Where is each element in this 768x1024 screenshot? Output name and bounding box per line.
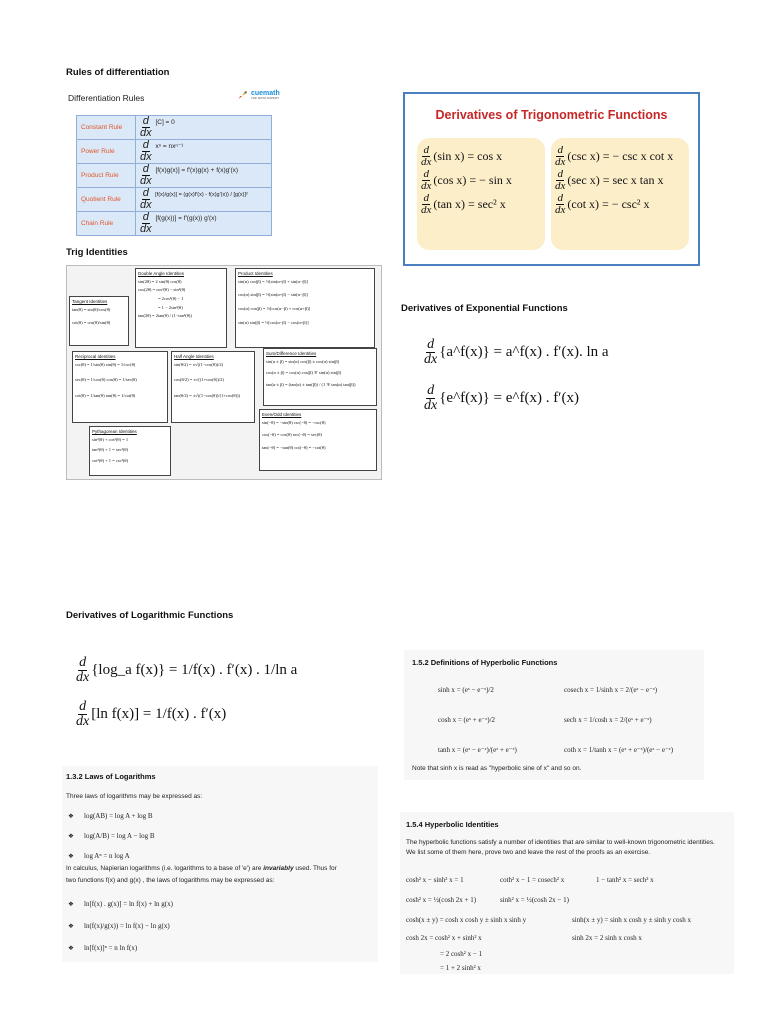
diff-rules-table: [76, 115, 272, 236]
sum-difference-box: [263, 348, 377, 406]
heading-derivatives-exponential: Derivatives of Exponential Functions: [401, 303, 568, 314]
hyperbolic-definition: sinh x = (eˣ − e⁻ˣ)/2: [438, 686, 494, 694]
identity-line: sin(α) sin(β) = ½[cos(α−β) − cos(α+β)]: [238, 319, 309, 325]
hyperbolic-identity: = 2 cosh² x − 1: [440, 950, 483, 958]
hyperbolic-definitions-panel: [404, 650, 704, 780]
pythagorean-identities-box: [89, 426, 171, 476]
log-law: log(A/B) = log A − log B: [84, 832, 155, 840]
log-law: log(AB) = log A + log B: [84, 812, 153, 820]
hyperbolic-identities-paragraph: The hyperbolic functions satisfy a number of identities that are similar to well-known trigonometric identities. We list some of them here, prove two and leave the rest of the proofs as an exercise.: [406, 839, 715, 857]
derivative-line: $\frac{d}{dx}$ (sin x) = cos x: [421, 143, 503, 168]
log-law: log Aⁿ = n log A: [84, 852, 130, 860]
identity-line: sin(α ± β) = sin(α) cos(β) ± cos(α) sin(β): [266, 358, 340, 364]
derivative-line: $\frac{d}{dx}$ (tan x) = sec² x: [421, 191, 506, 216]
exp-derivative-1: $\frac{d}{dx}$ {a^f(x)} = a^f(x) . f′(x). ln a: [424, 337, 609, 367]
box-title: Product Identities: [238, 271, 273, 276]
identity-line: tan(−θ) = −tan(θ) cot(−θ) = −cot(θ): [262, 444, 326, 450]
table-row: [77, 164, 272, 188]
rule-formula: $\frac{d}{dx}$ [C] = 0: [136, 116, 272, 140]
identity-line: tan(θ) = sin(θ)/cos(θ): [72, 306, 111, 312]
trig-derivatives-panel: [403, 92, 700, 266]
ln-law: ln[f(x) . g(x)] = ln f(x) + ln g(x): [84, 900, 173, 908]
bullet-icon: ❖: [68, 945, 74, 952]
hyperbolic-definition: cosech x = 1/sinh x = 2/(eˣ − e⁻ˣ): [564, 686, 658, 694]
hyperbolic-definition: coth x = 1/tanh x = (eˣ + e⁻ˣ)/(eˣ − e⁻ˣ): [564, 746, 674, 754]
hyperbolic-definitions-title: 1.5.2 Definitions of Hyperbolic Functions: [412, 658, 558, 667]
box-title: Tangent Identities: [72, 299, 108, 304]
identity-line: = 2cos²(θ) − 1: [158, 295, 184, 301]
rule-formula: $\frac{d}{dx}$ xⁿ = nxⁿ⁻¹: [136, 140, 272, 164]
trig-derivatives-title: Derivatives of Trigonometric Functions: [435, 108, 668, 122]
hyperbolic-identity: cosh² x = ½(cosh 2x + 1): [406, 896, 477, 904]
identity-line: cos(α) cos(β) = ½[cos(α−β) + cos(α+β)]: [238, 305, 311, 311]
identity-line: tan²(θ) + 1 = sec²(θ): [92, 447, 129, 453]
rocket-icon: [237, 89, 249, 101]
hyperbolic-identity: = 1 + 2 sinh² x: [440, 964, 481, 972]
bullet-icon: ❖: [68, 833, 74, 840]
rule-name: Quotient Rule: [77, 188, 136, 212]
trig-derivatives-right: [551, 138, 689, 250]
exp-derivative-2: $\frac{d}{dx}$ {e^f(x)} = e^f(x) . f′(x): [424, 383, 579, 413]
trig-derivatives-left: [417, 138, 545, 250]
hyperbolic-identity: 1 − tanh² x = sech² x: [596, 876, 654, 884]
ln-law: ln[f(x)]ⁿ = n ln f(x): [84, 944, 138, 952]
product-identities-box: [235, 268, 375, 348]
identity-line: tan(2θ) = 2tan(θ) / (1−tan²(θ)): [138, 313, 192, 319]
identity-line: sin(2θ) = 2 sin(θ) cos(θ): [138, 278, 182, 284]
rule-formula: $\frac{d}{dx}$ [f(g(x))] = f′(g(x)) g′(x): [136, 212, 272, 236]
heading-rules-of-differentiation: Rules of differentiation: [66, 67, 170, 78]
bullet-icon: ❖: [68, 901, 74, 908]
hyperbolic-definition: cosh x = (eˣ + e⁻ˣ)/2: [438, 716, 496, 724]
laws-of-logarithms-panel: [62, 766, 378, 962]
derivative-line: $\frac{d}{dx}$ (csc x) = − csc x cot x: [555, 143, 674, 168]
bullet-icon: ❖: [68, 923, 74, 930]
hyperbolic-definition: tanh x = (eˣ − e⁻ˣ)/(eˣ + e⁻ˣ): [438, 746, 517, 754]
rule-name: Chain Rule: [77, 212, 136, 236]
tangent-identities-box: [69, 296, 129, 346]
hyperbolic-identity: cosh(x ± y) = cosh x cosh y ± sinh x sinh y: [406, 916, 527, 924]
identity-line: sin(θ/2) = ±√((1−cos(θ))/2): [174, 361, 224, 367]
hyperbolic-identities-title: 1.5.4 Hyperbolic Identities: [406, 820, 499, 829]
identity-line: cos(α) sin(β) = ½[sin(α+β) − sin(α−β)]: [238, 292, 308, 298]
hyperbolic-identity: sinh(x ± y) = sinh x cosh y ± sinh y cosh x: [572, 916, 691, 924]
identity-line: tan(α ± β) = (tan(α) ± tan(β)) / (1 ∓ tan(α) tan(β)): [266, 381, 356, 387]
logo-text: cuemath: [251, 90, 280, 97]
laws-paragraph-1: In calculus, Napierian logarithms (i.e. logarithms to a base of 'e') are invariably used. Thus for: [66, 865, 337, 872]
ln-law: ln(f(x)/g(x)) = ln f(x) − ln g(x): [84, 922, 170, 930]
hyperbolic-definition: sech x = 1/cosh x = 2/(eˣ + e⁻ˣ): [564, 716, 652, 724]
bullet-icon: ❖: [68, 853, 74, 860]
double-angle-box: [135, 268, 227, 348]
hyperbolic-identity: cosh² x − sinh² x = 1: [406, 876, 464, 884]
box-title: Even/Odd Identities: [262, 412, 302, 417]
hyperbolic-identity: cosh 2x = cosh² x + sinh² x: [406, 934, 482, 942]
derivative-line: $\frac{d}{dx}$ (sec x) = sec x tan x: [555, 167, 664, 192]
box-title: Reciprocal Identities: [75, 354, 116, 359]
heading-derivatives-logarithmic: Derivatives of Logarithmic Functions: [66, 610, 234, 621]
rule-name: Constant Rule: [77, 116, 136, 140]
box-title: Pythagorean Identities: [92, 429, 137, 434]
identity-line: sin(−θ) = −sin(θ) csc(−θ) = −csc(θ): [262, 419, 326, 425]
laws-of-logarithms-title: 1.3.2 Laws of Logarithms: [66, 772, 156, 781]
bullet-icon: ❖: [68, 813, 74, 820]
heading-trig-identities: Trig Identities: [66, 247, 128, 258]
table-row: [77, 140, 272, 164]
identity-line: csc(θ) = 1/sin(θ) sin(θ) = 1/csc(θ): [75, 361, 136, 367]
table-row: [77, 212, 272, 236]
box-title: Sum/Difference Identities: [266, 351, 317, 356]
half-angle-box: [171, 351, 255, 423]
rule-formula: $\frac{d}{dx}$ [f(x)g(x)] = f′(x)g(x) + f(x)g′(x): [136, 164, 272, 188]
box-title: Half Angle Identities: [174, 354, 214, 359]
rule-name: Power Rule: [77, 140, 136, 164]
hyperbolic-identity: sinh² x = ½(cosh 2x − 1): [500, 896, 569, 904]
identity-line: tan(θ/2) = ±√((1−cos(θ))/(1+cos(θ))): [174, 392, 240, 398]
identity-line: cos(2θ) = cos²(θ) − sin²(θ): [138, 287, 186, 293]
diff-rules-title: Differentiation Rules: [68, 93, 145, 103]
identity-line: sin(α) cos(β) = ½[sin(α+β) + sin(α−β)]: [238, 278, 308, 284]
laws-paragraph-2: two functions f(x) and g(x) , the laws of logarithms may be expressed as:: [66, 877, 275, 884]
logo-subtext: THE MATH EXPERT: [251, 96, 280, 100]
rule-formula: $\frac{d}{dx}$ [f(x)/g(x)] = (g(x)f′(x) - f(x)g′(x)) / [g(x)]²: [136, 188, 272, 212]
even-odd-box: [259, 409, 377, 471]
table-row: [77, 116, 272, 140]
identity-line: cos(θ/2) = ±√((1+cos(θ))/2): [174, 377, 224, 383]
identity-line: sin²(θ) + cos²(θ) = 1: [92, 436, 129, 442]
identity-line: cot(θ) = cos(θ)/sin(θ): [72, 320, 111, 326]
cuemath-logo: [237, 89, 280, 101]
identity-line: cos(α ± β) = cos(α) cos(β) ∓ sin(α) sin(β): [266, 370, 342, 376]
log-derivative-1: $\frac{d}{dx}$ {log_a f(x)} = 1/f(x) . f′(x) . 1/ln a: [76, 655, 298, 685]
laws-intro: Three laws of logarithms may be expressed as:: [66, 793, 203, 800]
hyperbolic-note: Note that sinh x is read as "hyperbolic sine of x" and so on.: [412, 765, 582, 772]
identity-line: = 1 − 2sin²(θ): [158, 304, 183, 310]
hyperbolic-identity: coth² x − 1 = cosech² x: [500, 876, 565, 884]
box-title: Double Angle Identities: [138, 271, 185, 276]
derivative-line: $\frac{d}{dx}$ (cot x) = − csc² x: [555, 191, 650, 216]
identity-line: sec(θ) = 1/cos(θ) cos(θ) = 1/sec(θ): [75, 377, 137, 383]
hyperbolic-identity: sinh 2x = 2 sinh x cosh x: [572, 934, 642, 942]
log-derivative-2: $\frac{d}{dx}$ [ln f(x)] = 1/f(x) . f′(x): [76, 699, 227, 729]
reciprocal-identities-box: [72, 351, 168, 423]
rule-name: Product Rule: [77, 164, 136, 188]
identity-line: cos(−θ) = cos(θ) sec(−θ) = sec(θ): [262, 432, 322, 438]
hyperbolic-identities-panel: [400, 812, 734, 974]
trig-identities-sheet: [66, 265, 382, 480]
derivative-line: $\frac{d}{dx}$ (cos x) = − sin x: [421, 167, 512, 192]
table-row: [77, 188, 272, 212]
identity-line: cot²(θ) + 1 = csc²(θ): [92, 457, 129, 463]
identity-line: cot(θ) = 1/tan(θ) tan(θ) = 1/cot(θ): [75, 392, 136, 398]
